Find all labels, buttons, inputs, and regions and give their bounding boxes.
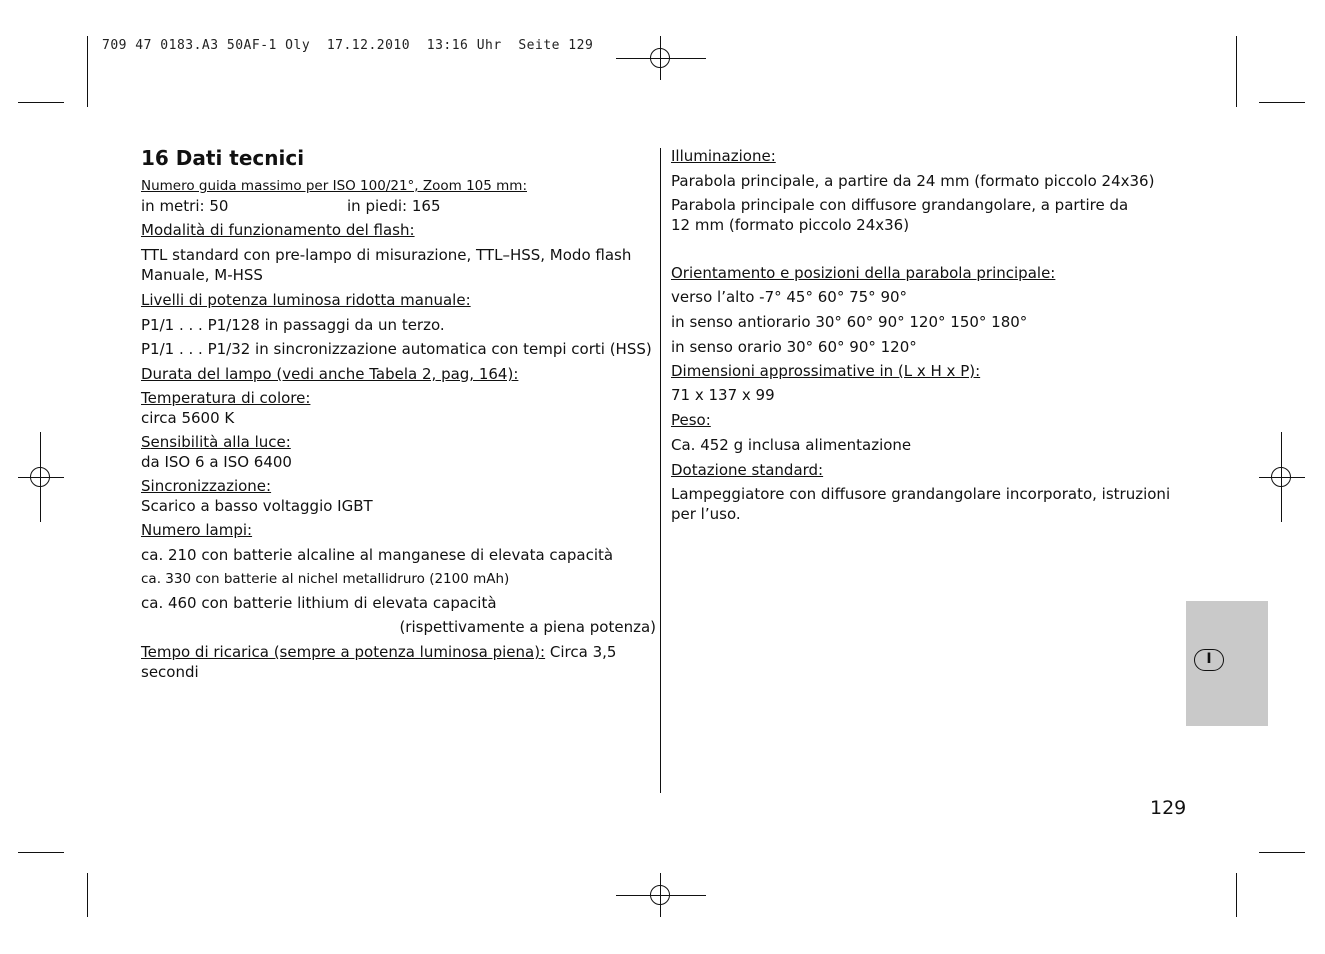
guide-number-feet: in piedi: 165: [347, 197, 441, 215]
dimensions-label: Dimensioni approssimative in (L x H x P):: [671, 362, 981, 380]
orientation-up: verso l’alto -7° 45° 60° 75° 90°: [671, 288, 908, 306]
power-level-1: P1/1 . . . P1/128 in passaggi da un terzo.: [141, 316, 445, 334]
weight-label: Peso:: [671, 411, 711, 429]
flash-count-3: ca. 460 con batterie lithium di elevata capacità: [141, 594, 497, 612]
sync-label: Sincronizzazione:: [141, 477, 272, 495]
illumination-1: Parabola principale, a partire da 24 mm (formato piccolo 24x36): [671, 172, 1155, 190]
sensitivity-value: da ISO 6 a ISO 6400: [141, 453, 292, 471]
guide-number-label: Numero guida massimo per ISO 100/21°, Zoom 105 mm:: [141, 178, 527, 194]
flash-count-2: ca. 330 con batterie al nichel metallidruro (2100 mAh): [141, 571, 510, 587]
flash-count-note: (rispettivamente a piena potenza): [399, 618, 656, 636]
standard-equipment-value: Lampeggiatore con diffusore grandangolare incorporato, istruzioni per l’uso.: [671, 485, 1171, 523]
dimensions-value: 71 x 137 x 99: [671, 386, 775, 404]
flash-duration-label: Durata del lampo (vedi anche Tabela 2, pag, 164):: [141, 365, 519, 383]
flash-count-1: ca. 210 con batterie alcaline al manganese di elevata capacità: [141, 546, 614, 564]
language-badge: I: [1194, 649, 1224, 671]
sync-value: Scarico a basso voltaggio IGBT: [141, 497, 373, 515]
print-header: 709 47 0183.A3 50AF-1 Oly 17.12.2010 13:16 Uhr Seite 129: [102, 38, 594, 53]
sensitivity-label: Sensibilità alla luce:: [141, 433, 291, 451]
column-divider: [660, 148, 661, 793]
recycle-time-label: Tempo di ricarica (sempre a potenza luminosa piena):: [141, 643, 546, 661]
page-number: 129: [1150, 797, 1187, 819]
guide-number-metres: in metri: 50: [141, 197, 229, 215]
flash-modes-text: TTL standard con pre-lampo di misurazione, TTL–HSS, Modo flash Manuale, M-HSS: [141, 246, 632, 284]
orientation-ccw: in senso antiorario 30° 60° 90° 120° 150° 180°: [671, 313, 1028, 331]
recycle-time-value: Circa 3,5 secondi: [141, 643, 617, 681]
power-levels-label: Livelli di potenza luminosa ridotta manuale:: [141, 291, 471, 309]
colour-temp-label: Temperatura di colore:: [141, 389, 311, 407]
recycle-time: [141, 642, 656, 682]
section-title: 16 Dati tecnici: [141, 146, 305, 170]
right-column: [671, 146, 1191, 524]
orientation-cw: in senso orario 30° 60° 90° 120°: [671, 338, 917, 356]
flash-count-label: Numero lampi:: [141, 521, 253, 539]
language-tab: [1186, 601, 1268, 726]
orientation-label: Orientamento e posizioni della parabola principale:: [671, 264, 1056, 282]
illumination-label: Illuminazione:: [671, 147, 776, 165]
flash-modes-label: Modalità di funzionamento del flash:: [141, 221, 415, 239]
left-column: [141, 146, 656, 682]
power-level-2: P1/1 . . . P1/32 in sincronizzazione automatica con tempi corti (HSS): [141, 340, 652, 358]
illumination-2: Parabola principale con diffusore grandangolare, a partire da 12 mm (formato piccolo 24x36): [671, 196, 1129, 234]
weight-value: Ca. 452 g inclusa alimentazione: [671, 436, 912, 454]
colour-temp-value: circa 5600 K: [141, 409, 235, 427]
guide-number-values: [141, 196, 656, 216]
standard-equipment-label: Dotazione standard:: [671, 461, 824, 479]
